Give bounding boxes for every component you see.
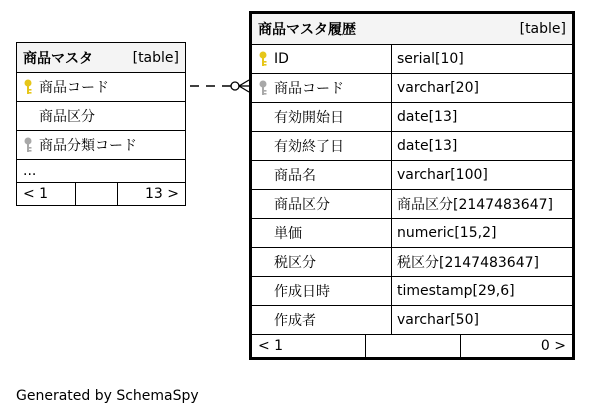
column-name: 商品区分 xyxy=(274,197,330,213)
table-name: 商品マスタ履歴 xyxy=(258,22,356,38)
column-row[interactable] xyxy=(252,73,572,102)
column-name: 商品コード xyxy=(39,80,109,96)
column-type: timestamp[29,6] xyxy=(397,283,515,299)
column-row[interactable] xyxy=(252,44,572,73)
generated-by-label: Generated by SchemaSpy xyxy=(16,388,199,404)
primary-key-icon xyxy=(258,51,270,67)
column-name: 作成日時 xyxy=(274,284,330,300)
column-row[interactable] xyxy=(252,305,572,334)
column-type: date[13] xyxy=(397,138,458,154)
column-name: 税区分 xyxy=(274,255,316,271)
column-type: 商品区分[2147483647] xyxy=(397,197,553,213)
crowfoot-upper xyxy=(239,80,249,86)
foreign-key-icon xyxy=(258,80,270,96)
crowfoot-lower xyxy=(239,86,249,92)
column-name: 有効開始日 xyxy=(274,110,344,126)
column-row[interactable] xyxy=(252,218,572,247)
column-type: varchar[100] xyxy=(397,167,488,183)
column-name: 単価 xyxy=(274,226,302,242)
column-row[interactable] xyxy=(252,276,572,305)
column-row[interactable] xyxy=(252,131,572,160)
column-type: varchar[50] xyxy=(397,312,479,328)
table-name: 商品マスタ xyxy=(23,50,93,67)
column-name: ID xyxy=(274,51,289,67)
column-row[interactable] xyxy=(252,189,572,218)
optional-circle-marker xyxy=(231,82,239,90)
column-type: date[13] xyxy=(397,109,458,125)
footer-child-count: 0 > xyxy=(460,335,572,357)
column-name: 商品コード xyxy=(274,81,344,97)
footer-child-count: 13 > xyxy=(117,183,185,205)
column-name: 有効終了日 xyxy=(274,139,344,155)
column-row[interactable] xyxy=(252,247,572,276)
footer-middle xyxy=(365,335,460,357)
table-type-label: [table] xyxy=(519,21,566,37)
table-shohin-master-rireki[interactable] xyxy=(249,11,575,360)
column-name: 商品区分 xyxy=(39,109,95,125)
column-type: 税区分[2147483647] xyxy=(397,255,539,271)
more-columns-ellipsis: ... xyxy=(23,163,37,179)
column-name: 商品分類コード xyxy=(39,138,137,154)
footer-parent-count: < 1 xyxy=(258,338,284,354)
column-row[interactable] xyxy=(252,102,572,131)
column-type: numeric[15,2] xyxy=(397,225,497,241)
table-type-label: [table] xyxy=(132,49,179,66)
column-type: serial[10] xyxy=(397,51,464,67)
table-header xyxy=(252,14,572,44)
column-name: 商品名 xyxy=(274,168,316,184)
column-name: 作成者 xyxy=(274,313,316,329)
table-footer xyxy=(252,334,572,357)
footer-parent-count: < 1 xyxy=(23,186,49,202)
column-row[interactable] xyxy=(252,160,572,189)
column-type: varchar[20] xyxy=(397,80,479,96)
